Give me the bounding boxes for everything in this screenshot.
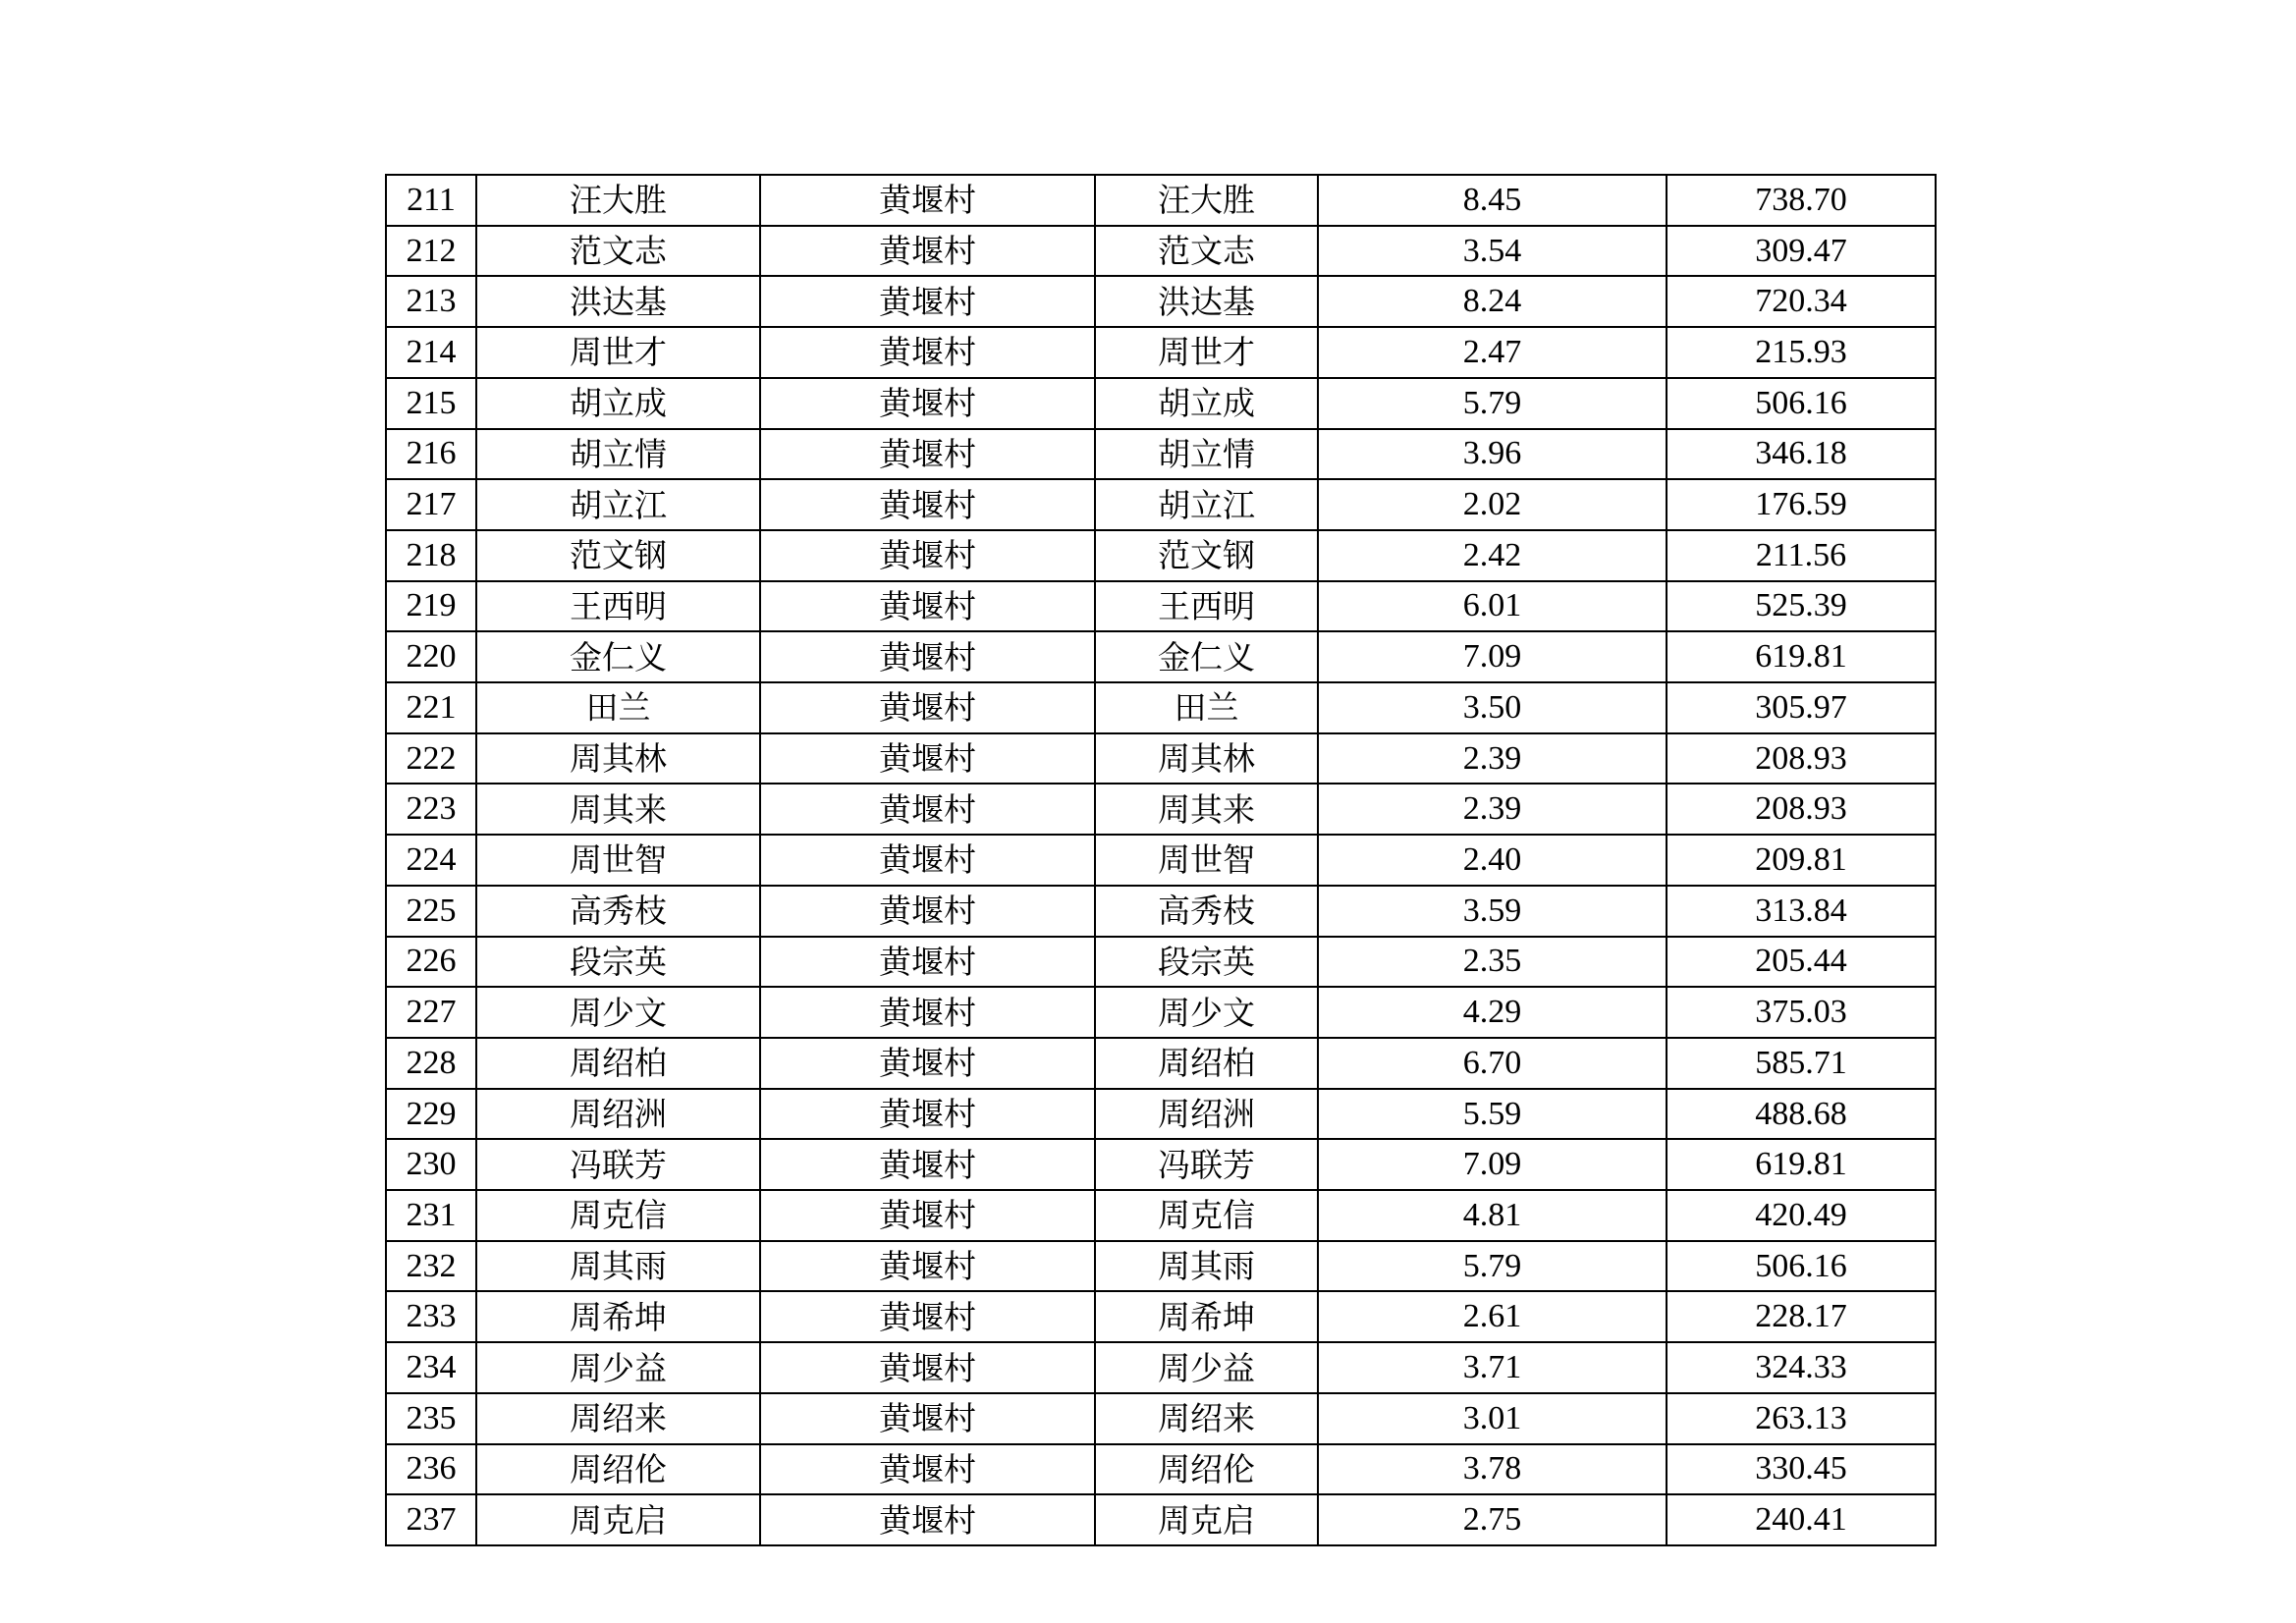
row-number-cell: 225 (386, 886, 476, 937)
holder-name-cell: 周少益 (1095, 1342, 1318, 1393)
area-cell: 6.70 (1318, 1038, 1667, 1089)
name-cell: 范文志 (476, 226, 760, 277)
row-number-cell: 218 (386, 530, 476, 581)
amount-cell: 324.33 (1667, 1342, 1936, 1393)
row-number-cell: 230 (386, 1139, 476, 1190)
row-number-cell: 217 (386, 479, 476, 530)
table-row (386, 581, 1936, 632)
holder-name-cell: 段宗英 (1095, 937, 1318, 988)
table-row (386, 1190, 1936, 1241)
table-row (386, 1494, 1936, 1545)
amount-cell: 506.16 (1667, 378, 1936, 429)
name-cell: 周其林 (476, 733, 760, 784)
holder-name-cell: 周世智 (1095, 835, 1318, 886)
area-cell: 2.39 (1318, 733, 1667, 784)
holder-name-cell: 王西明 (1095, 581, 1318, 632)
amount-cell: 240.41 (1667, 1494, 1936, 1545)
holder-name-cell: 周绍伦 (1095, 1444, 1318, 1495)
holder-name-cell: 周克信 (1095, 1190, 1318, 1241)
area-cell: 2.39 (1318, 784, 1667, 835)
row-number-cell: 235 (386, 1393, 476, 1444)
area-cell: 3.54 (1318, 226, 1667, 277)
name-cell: 周绍柏 (476, 1038, 760, 1089)
amount-cell: 525.39 (1667, 581, 1936, 632)
holder-name-cell: 高秀枝 (1095, 886, 1318, 937)
row-number-cell: 237 (386, 1494, 476, 1545)
village-cell: 黄堰村 (760, 530, 1095, 581)
table-row (386, 175, 1936, 226)
area-cell: 2.75 (1318, 1494, 1667, 1545)
amount-cell: 619.81 (1667, 1139, 1936, 1190)
holder-name-cell: 周希坤 (1095, 1291, 1318, 1342)
table-row (386, 784, 1936, 835)
village-cell: 黄堰村 (760, 1393, 1095, 1444)
amount-cell: 488.68 (1667, 1089, 1936, 1140)
name-cell: 王西明 (476, 581, 760, 632)
village-cell: 黄堰村 (760, 479, 1095, 530)
holder-name-cell: 周绍洲 (1095, 1089, 1318, 1140)
village-cell: 黄堰村 (760, 378, 1095, 429)
table-row (386, 1291, 1936, 1342)
area-cell: 2.42 (1318, 530, 1667, 581)
row-number-cell: 233 (386, 1291, 476, 1342)
amount-cell: 738.70 (1667, 175, 1936, 226)
amount-cell: 330.45 (1667, 1444, 1936, 1495)
holder-name-cell: 范文钢 (1095, 530, 1318, 581)
village-cell: 黄堰村 (760, 327, 1095, 378)
row-number-cell: 213 (386, 276, 476, 327)
amount-cell: 208.93 (1667, 733, 1936, 784)
name-cell: 冯联芳 (476, 1139, 760, 1190)
holder-name-cell: 胡立情 (1095, 429, 1318, 480)
amount-cell: 346.18 (1667, 429, 1936, 480)
amount-cell: 211.56 (1667, 530, 1936, 581)
amount-cell: 215.93 (1667, 327, 1936, 378)
table-row (386, 226, 1936, 277)
village-cell: 黄堰村 (760, 1139, 1095, 1190)
area-cell: 8.45 (1318, 175, 1667, 226)
amount-cell: 263.13 (1667, 1393, 1936, 1444)
row-number-cell: 234 (386, 1342, 476, 1393)
amount-cell: 209.81 (1667, 835, 1936, 886)
holder-name-cell: 金仁义 (1095, 631, 1318, 682)
table-row (386, 987, 1936, 1038)
village-cell: 黄堰村 (760, 1241, 1095, 1292)
name-cell: 周少文 (476, 987, 760, 1038)
table-row (386, 1139, 1936, 1190)
name-cell: 胡立情 (476, 429, 760, 480)
name-cell: 段宗英 (476, 937, 760, 988)
table-row (386, 1089, 1936, 1140)
village-cell: 黄堰村 (760, 175, 1095, 226)
area-cell: 2.02 (1318, 479, 1667, 530)
village-cell: 黄堰村 (760, 1494, 1095, 1545)
table-body (386, 175, 1936, 1545)
name-cell: 周其雨 (476, 1241, 760, 1292)
area-cell: 4.29 (1318, 987, 1667, 1038)
row-number-cell: 214 (386, 327, 476, 378)
row-number-cell: 222 (386, 733, 476, 784)
name-cell: 汪大胜 (476, 175, 760, 226)
village-cell: 黄堰村 (760, 886, 1095, 937)
village-cell: 黄堰村 (760, 1089, 1095, 1140)
row-number-cell: 236 (386, 1444, 476, 1495)
amount-cell: 176.59 (1667, 479, 1936, 530)
name-cell: 周少益 (476, 1342, 760, 1393)
row-number-cell: 216 (386, 429, 476, 480)
area-cell: 7.09 (1318, 631, 1667, 682)
village-cell: 黄堰村 (760, 835, 1095, 886)
amount-cell: 420.49 (1667, 1190, 1936, 1241)
holder-name-cell: 胡立成 (1095, 378, 1318, 429)
name-cell: 周世才 (476, 327, 760, 378)
row-number-cell: 228 (386, 1038, 476, 1089)
name-cell: 高秀枝 (476, 886, 760, 937)
area-cell: 2.35 (1318, 937, 1667, 988)
row-number-cell: 211 (386, 175, 476, 226)
holder-name-cell: 周其来 (1095, 784, 1318, 835)
area-cell: 3.50 (1318, 682, 1667, 733)
amount-cell: 205.44 (1667, 937, 1936, 988)
row-number-cell: 219 (386, 581, 476, 632)
area-cell: 5.79 (1318, 1241, 1667, 1292)
village-cell: 黄堰村 (760, 1190, 1095, 1241)
row-number-cell: 227 (386, 987, 476, 1038)
village-cell: 黄堰村 (760, 1038, 1095, 1089)
amount-cell: 313.84 (1667, 886, 1936, 937)
table-row (386, 276, 1936, 327)
name-cell: 周克信 (476, 1190, 760, 1241)
row-number-cell: 226 (386, 937, 476, 988)
data-table (385, 174, 1937, 1546)
holder-name-cell: 周少文 (1095, 987, 1318, 1038)
name-cell: 胡立成 (476, 378, 760, 429)
row-number-cell: 212 (386, 226, 476, 277)
holder-name-cell: 周绍柏 (1095, 1038, 1318, 1089)
area-cell: 5.79 (1318, 378, 1667, 429)
row-number-cell: 223 (386, 784, 476, 835)
village-cell: 黄堰村 (760, 987, 1095, 1038)
holder-name-cell: 汪大胜 (1095, 175, 1318, 226)
village-cell: 黄堰村 (760, 733, 1095, 784)
table-row (386, 886, 1936, 937)
village-cell: 黄堰村 (760, 429, 1095, 480)
village-cell: 黄堰村 (760, 682, 1095, 733)
village-cell: 黄堰村 (760, 784, 1095, 835)
table-row (386, 1444, 1936, 1495)
area-cell: 8.24 (1318, 276, 1667, 327)
area-cell: 3.96 (1318, 429, 1667, 480)
table-row (386, 429, 1936, 480)
holder-name-cell: 周克启 (1095, 1494, 1318, 1545)
table-row (386, 937, 1936, 988)
holder-name-cell: 周其林 (1095, 733, 1318, 784)
holder-name-cell: 田兰 (1095, 682, 1318, 733)
area-cell: 5.59 (1318, 1089, 1667, 1140)
name-cell: 周克启 (476, 1494, 760, 1545)
row-number-cell: 231 (386, 1190, 476, 1241)
amount-cell: 720.34 (1667, 276, 1936, 327)
area-cell: 3.01 (1318, 1393, 1667, 1444)
amount-cell: 585.71 (1667, 1038, 1936, 1089)
holder-name-cell: 洪达基 (1095, 276, 1318, 327)
row-number-cell: 215 (386, 378, 476, 429)
holder-name-cell: 周绍来 (1095, 1393, 1318, 1444)
name-cell: 周希坤 (476, 1291, 760, 1342)
village-cell: 黄堰村 (760, 276, 1095, 327)
table-row (386, 327, 1936, 378)
table-row (386, 378, 1936, 429)
area-cell: 3.59 (1318, 886, 1667, 937)
village-cell: 黄堰村 (760, 226, 1095, 277)
area-cell: 2.61 (1318, 1291, 1667, 1342)
name-cell: 周绍伦 (476, 1444, 760, 1495)
holder-name-cell: 胡立江 (1095, 479, 1318, 530)
row-number-cell: 229 (386, 1089, 476, 1140)
table-row (386, 1342, 1936, 1393)
amount-cell: 305.97 (1667, 682, 1936, 733)
amount-cell: 506.16 (1667, 1241, 1936, 1292)
table-row (386, 1038, 1936, 1089)
name-cell: 金仁义 (476, 631, 760, 682)
village-cell: 黄堰村 (760, 581, 1095, 632)
area-cell: 7.09 (1318, 1139, 1667, 1190)
area-cell: 2.47 (1318, 327, 1667, 378)
name-cell: 洪达基 (476, 276, 760, 327)
village-cell: 黄堰村 (760, 937, 1095, 988)
amount-cell: 619.81 (1667, 631, 1936, 682)
table-row (386, 1241, 1936, 1292)
village-cell: 黄堰村 (760, 1342, 1095, 1393)
holder-name-cell: 范文志 (1095, 226, 1318, 277)
village-cell: 黄堰村 (760, 1291, 1095, 1342)
name-cell: 周世智 (476, 835, 760, 886)
table-row (386, 631, 1936, 682)
table-row (386, 835, 1936, 886)
amount-cell: 228.17 (1667, 1291, 1936, 1342)
area-cell: 3.78 (1318, 1444, 1667, 1495)
village-cell: 黄堰村 (760, 631, 1095, 682)
name-cell: 周绍洲 (476, 1089, 760, 1140)
table-row (386, 733, 1936, 784)
name-cell: 胡立江 (476, 479, 760, 530)
table-row (386, 479, 1936, 530)
amount-cell: 309.47 (1667, 226, 1936, 277)
area-cell: 4.81 (1318, 1190, 1667, 1241)
table-row (386, 682, 1936, 733)
holder-name-cell: 冯联芳 (1095, 1139, 1318, 1190)
village-cell: 黄堰村 (760, 1444, 1095, 1495)
row-number-cell: 232 (386, 1241, 476, 1292)
name-cell: 田兰 (476, 682, 760, 733)
area-cell: 6.01 (1318, 581, 1667, 632)
name-cell: 范文钢 (476, 530, 760, 581)
holder-name-cell: 周世才 (1095, 327, 1318, 378)
amount-cell: 375.03 (1667, 987, 1936, 1038)
area-cell: 3.71 (1318, 1342, 1667, 1393)
amount-cell: 208.93 (1667, 784, 1936, 835)
table-row (386, 1393, 1936, 1444)
name-cell: 周其来 (476, 784, 760, 835)
row-number-cell: 220 (386, 631, 476, 682)
table-row (386, 530, 1936, 581)
row-number-cell: 221 (386, 682, 476, 733)
name-cell: 周绍来 (476, 1393, 760, 1444)
area-cell: 2.40 (1318, 835, 1667, 886)
row-number-cell: 224 (386, 835, 476, 886)
holder-name-cell: 周其雨 (1095, 1241, 1318, 1292)
